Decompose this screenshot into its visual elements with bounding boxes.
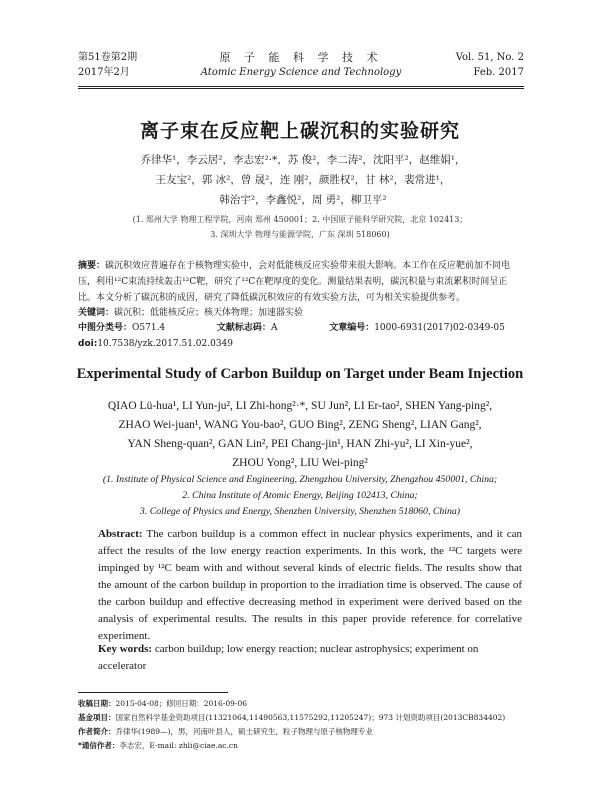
clc-value: O571.4 [132,323,166,333]
article-no-label: 文章编号： [329,323,375,333]
keywords-en [98,641,522,675]
date-en: Feb. 2017 [473,67,524,78]
footnote-corresponding [78,740,522,752]
keywords-zh-text: 碳沉积；低能核反应；核天体物理；加速器实验 [114,308,304,318]
volume-zh: 第51卷第2期 [78,52,138,63]
authors-zh-line: 王友宝²，郭 冰²，曾 晟²，连 刚²，颜胜权²，甘 林²，裴常进¹， [155,174,451,186]
title-en: Experimental Study of Carbon Buildup on Target under Beam Injection [76,366,524,382]
abstract-zh-label: 摘要： [78,261,106,271]
classification-row [78,320,522,336]
footnote-rule [78,692,228,693]
affiliation-en [70,472,530,520]
received-label: 收稿日期： [78,699,116,708]
volume-en: Vol. 51, No. 2 [455,52,524,63]
affiliation-en-line: (1. Institute of Physical Science and Engineering, Zhengzhou University, Zhengzhou 450001, China; [102,474,498,485]
author-bio-value: 乔律华(1989—)，男，河南叶县人，硕士研究生，粒子物理与原子核物理专业 [115,727,373,736]
doi-label: doi: [78,339,98,349]
doi-value: 10.7538/yzk.2017.51.02.0349 [97,339,233,349]
journal-name-en: Atomic Energy Science and Technology [200,67,402,78]
footnote-author [78,726,522,738]
footnote-received [78,698,522,710]
received-value: 2015-04-08；修回日期：2016-09-06 [115,699,247,708]
abstract-en [98,526,522,645]
title-zh: 离子束在反应靶上碳沉积的实验研究 [139,120,460,142]
date-zh: 2017年2月 [78,67,130,78]
abstract-zh-text: 碳沉积效应普遍存在于核物理实验中，会对低能核反应实验带来很大影响。本工作在反应靶前加不同电压，利用¹²C束流持续轰击¹²C靶，研究了¹²C在靶厚度的变化。测量结果表明，碳沉积量与束流累积时间呈正比。本文分析了碳沉积的成因，研究了降低碳沉积效应的有效实验方法，可为相关实验提供参考。 [78,261,511,303]
authors-zh-line: 乔律华¹，李云居²，李志宏²·*，苏 俊²，李二涛²，沈阳平²，赵维娟¹， [140,154,466,166]
authors-en-line: ZHAO Wei-juan¹, WANG You-bao², GUO Bing², ZENG Sheng², LIAN Gang², [118,419,482,431]
keywords-en-label: Key words: [98,643,153,655]
keywords-en-text: carbon buildup; low energy reaction; nuclear astrophysics; experiment on accelerator [98,643,479,672]
keywords-zh-label: 关键词： [78,308,115,318]
footnote-fund [78,712,522,724]
abstract-en-text: The carbon buildup is a common effect in nuclear physics experiments, and it can affect the results of the low energy reaction experiments. In this work, the ¹²C targets were impinged by ¹²C beam with and without several kinds of electric fields. The results show that the amount of the carbon buildup in proportion to the irradiation time is observed. The cause of the carbon buildup and effective decreasing method in experiment were derived based on the analysis of experimental results. The results in this paper provide reference for correlative experiment. [98,528,522,642]
affiliation-zh-line: (1. 郑州大学 物理工程学院，河南 郑州 450001；2. 中国原子能科学研究院，北京 102413； [132,215,468,224]
article-no-value: 1000-6931(2017)02-0349-05 [374,323,505,333]
header-rule [78,86,524,87]
keywords-zh [78,305,522,321]
authors-en-line: QIAO Lü-hua¹, LI Yun-ju², LI Zhi-hong²·*, SU Jun², LI Er-tao², SHEN Yang-ping², [107,400,493,412]
author-bio-label: 作者简介： [78,727,116,736]
doc-code-value: A [270,323,278,333]
journal-name-zh: 原 子 能 科 学 技 术 [219,51,383,64]
abstract-zh [78,258,522,306]
authors-en-line: YAN Sheng-quan², GAN Lin², PEI Chang-jin¹, HAN Zhi-yu², LI Xin-yue², [127,438,473,450]
header-right [456,50,524,80]
fund-label: 基金项目： [78,713,116,722]
authors-en-line: ZHOU Yong², LIU Wei-ping² [232,457,368,469]
authors-zh [104,150,502,210]
affiliation-zh-line: 3. 深圳大学 物理与能源学院，广东 深圳 518060) [210,230,390,239]
doc-code-label: 文献标志码： [216,323,271,333]
authors-en [70,397,530,473]
corresponding-label: *通信作者： [78,741,120,750]
abstract-en-label: Abstract: [98,528,143,540]
fund-value: 国家自然科学基金资助项目(11321064,11490563,11575292,11205247)；973 计划资助项目(2013CB834402) [115,713,506,722]
corresponding-value: 李志宏，E-mail: zhli@ciae.ac.cn [119,741,238,750]
running-header [78,50,524,84]
authors-zh-line: 韩治宇²，李鑫悦²，周 勇²，柳卫平² [219,194,387,206]
header-rule-thin [78,88,524,89]
doi-row [78,336,522,352]
affiliation-zh [90,212,510,242]
clc-label: 中图分类号： [78,323,133,333]
affiliation-en-line: 2. China Institute of Atomic Energy, Beijing 102413, China; [182,490,418,501]
affiliation-en-line: 3. College of Physics and Energy, Shenzhen University, Shenzhen 518060, China) [139,506,461,517]
